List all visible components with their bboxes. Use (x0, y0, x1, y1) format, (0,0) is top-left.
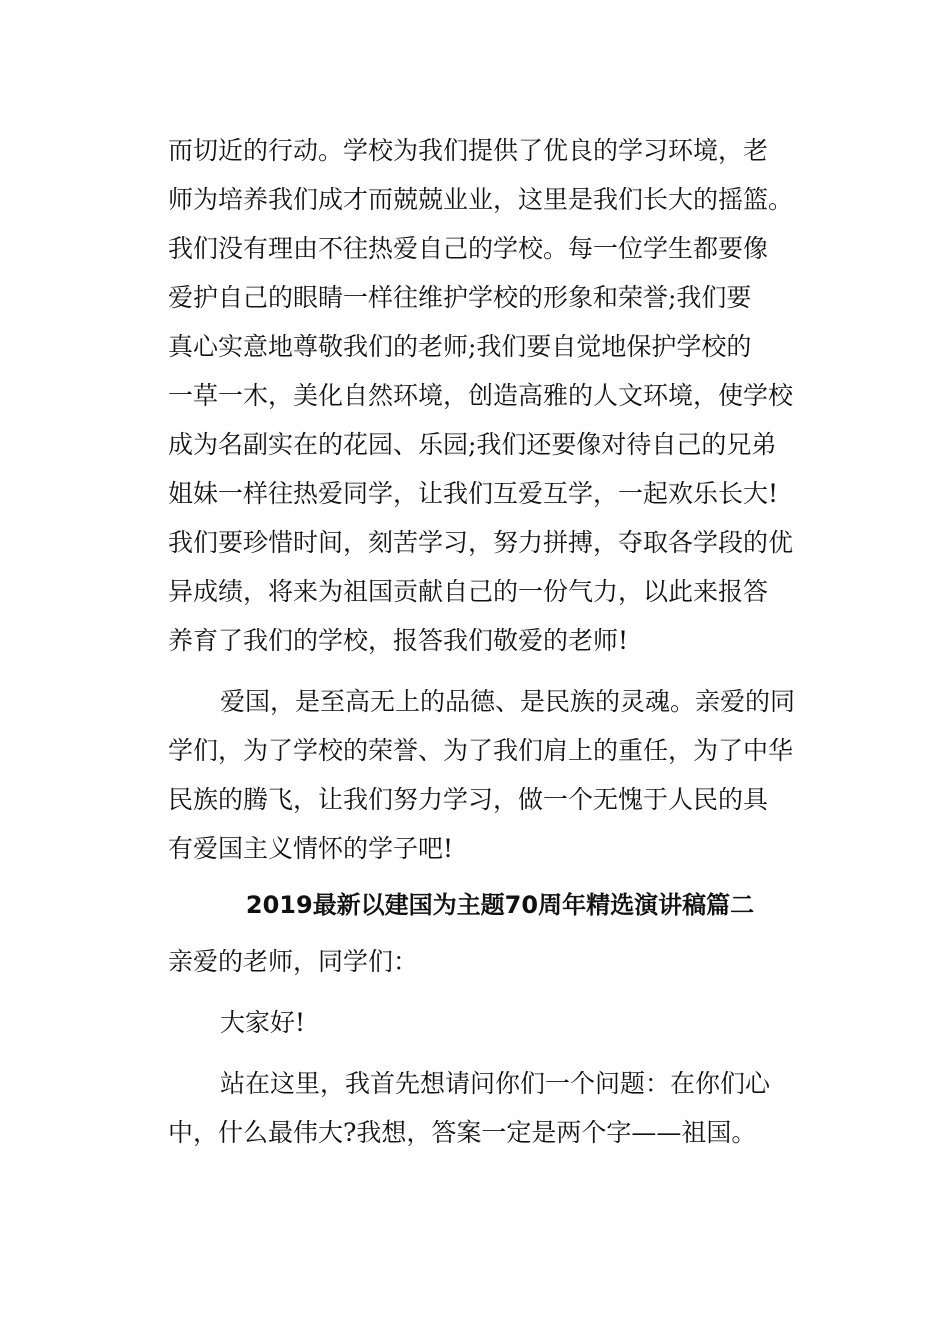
text-line: 而切近的行动。学校为我们提供了优良的学习环境，老 (168, 136, 769, 165)
text-line: 爱国，是至高无上的品德、是民族的灵魂。亲爱的同 (220, 687, 796, 716)
text-line: 异成绩，将来为祖国贡献自己的一份气力，以此来报答 (168, 577, 769, 606)
text-line: 我们要珍惜时间，刻苦学习，努力拼搏，夺取各学段的优 (168, 528, 794, 557)
text-line: 学们，为了学校的荣誉、为了我们肩上的重任，为了中华 (168, 736, 794, 765)
greeting: 大家好! (220, 1008, 306, 1037)
text-line: 姐妹一样往热爱同学，让我们互爱互学，一起欢乐长大! (168, 479, 779, 508)
text-line: 民族的腾飞，让我们努力学习，做一个无愧于人民的具 (168, 785, 769, 814)
section-heading: 2019最新以建国为主题70周年精选演讲稿篇二 (245, 891, 755, 919)
salutation: 亲爱的老师，同学们： (168, 947, 419, 976)
text-line: 我们没有理由不往热爱自己的学校。每一位学生都要像 (168, 234, 769, 263)
text-line: 养育了我们的学校，报答我们敬爱的老师! (168, 626, 629, 655)
paragraph-gap (168, 986, 788, 998)
text-line: 爱护自己的眼睛一样往维护学校的形象和荣誉;我们要 (168, 283, 752, 312)
text-line: 有爱国主义情怀的学子吧! (168, 834, 454, 863)
paragraph-2 (168, 677, 796, 873)
text-line: 站在这里，我首先想请问你们一个问题：在你们心 (220, 1069, 771, 1098)
document-body (168, 126, 796, 1157)
text-line: 成为名副实在的花园、乐园;我们还要像对待自己的兄弟 (168, 430, 777, 459)
paragraph-gap (168, 665, 788, 677)
text-line: 一草一木，美化自然环境，创造高雅的人文环境，使学校 (168, 381, 794, 410)
paragraph-1 (168, 126, 794, 665)
paragraph-3 (168, 1059, 788, 1157)
text-line: 中，什么最伟大?我想，答案一定是两个字——祖国。 (168, 1118, 757, 1147)
text-line: 真心实意地尊敬我们的老师;我们要自觉地保护学校的 (168, 332, 752, 361)
paragraph-gap (168, 1047, 788, 1059)
text-line: 师为培养我们成才而兢兢业业，这里是我们长大的摇篮。 (168, 185, 794, 214)
